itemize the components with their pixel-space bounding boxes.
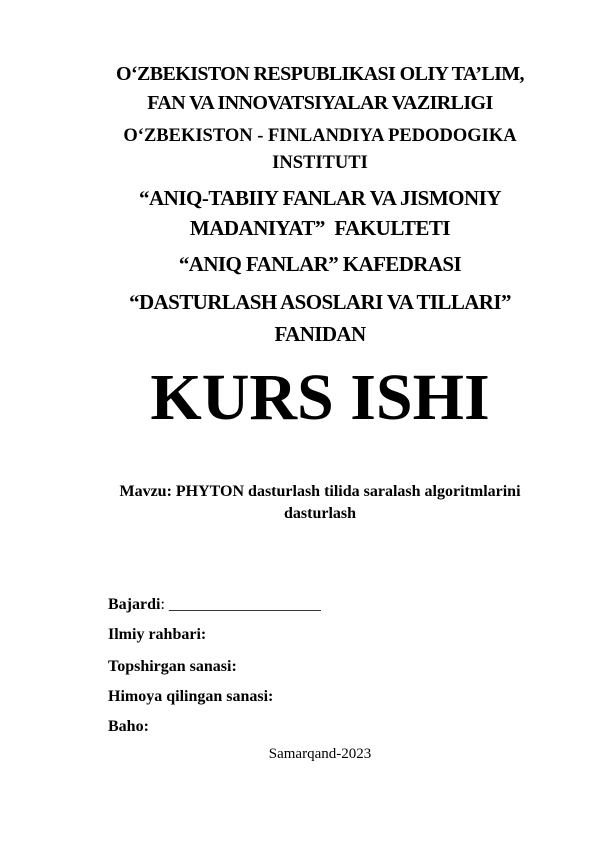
- department-line: “ANIQ FANLAR” KAFEDRASI: [178, 252, 462, 276]
- performed-row: [108, 596, 321, 614]
- faculty-heading: [70, 183, 570, 243]
- subject-line-1: “DASTURLASH ASOSLARI VA TILLARI”: [129, 290, 511, 314]
- performed-label: Bajardi: [108, 596, 161, 613]
- topic-line-1: Mavzu: PHYTON dasturlash tilida saralash algoritmlarini: [119, 483, 521, 500]
- faculty-line-1: “ANIQ-TABIIY FANLAR VA JISMONIY: [139, 186, 501, 210]
- ministry-heading: [70, 60, 570, 118]
- topic-line-2: dasturlash: [283, 505, 357, 522]
- ministry-line-2: FAN VA INNOVATSIYALAR VAZIRLIGI: [147, 92, 493, 114]
- performed-colon: :: [160, 596, 165, 613]
- supervisor-label: Ilmiy rahbari:: [108, 626, 207, 643]
- performed-blank-line: ___________________: [164, 596, 321, 613]
- city-year: Samarqand-2023: [268, 746, 372, 762]
- subject-heading: [70, 286, 570, 350]
- ministry-line-1: O‘ZBEKISTON RESPUBLIKASI OLIY TA’LIM,: [116, 63, 524, 85]
- document-title: KURS ISHI: [150, 361, 490, 434]
- institute-line-1: O‘ZBEKISTON - FINLANDIYA PEDODOGIKA: [123, 126, 517, 146]
- topic-block: [78, 481, 562, 525]
- defended-date-label: Himoya qilingan sanasi:: [108, 688, 274, 705]
- institute-line-2: INSTITUTI: [272, 153, 368, 173]
- supervisor-row: [108, 626, 206, 644]
- department-heading: [70, 249, 570, 279]
- submitted-date-label: Topshirgan sanasi:: [108, 658, 237, 675]
- grade-row: [108, 718, 149, 736]
- submitted-date-row: [108, 658, 237, 676]
- faculty-line-2: MADANIYAT” FAKULTETI: [189, 216, 451, 240]
- grade-label: Baho:: [108, 718, 149, 735]
- subject-line-2: FANIDAN: [274, 322, 366, 346]
- defended-date-row: [108, 688, 273, 706]
- institute-heading: [70, 123, 570, 177]
